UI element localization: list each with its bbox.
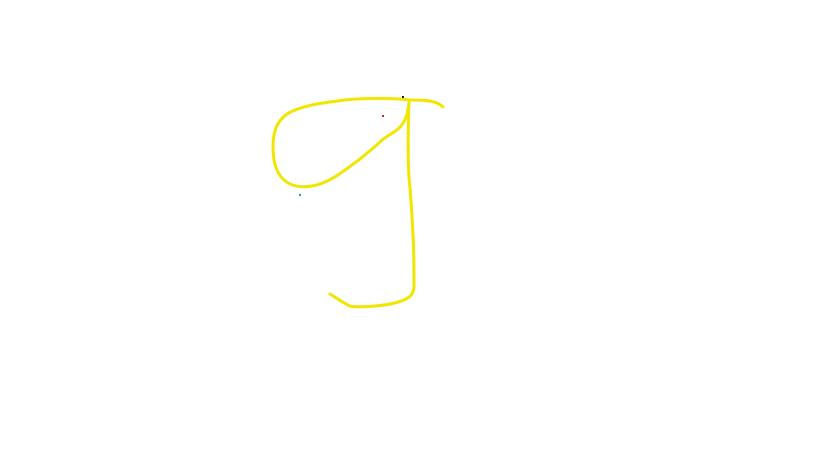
stroke-loop <box>273 99 409 187</box>
stroke-top-bar <box>409 100 443 107</box>
stray-dot-red <box>382 115 384 117</box>
stroke-stem <box>330 103 414 307</box>
stray-dot-teal <box>299 194 301 196</box>
stray-dot-dark <box>402 96 404 98</box>
